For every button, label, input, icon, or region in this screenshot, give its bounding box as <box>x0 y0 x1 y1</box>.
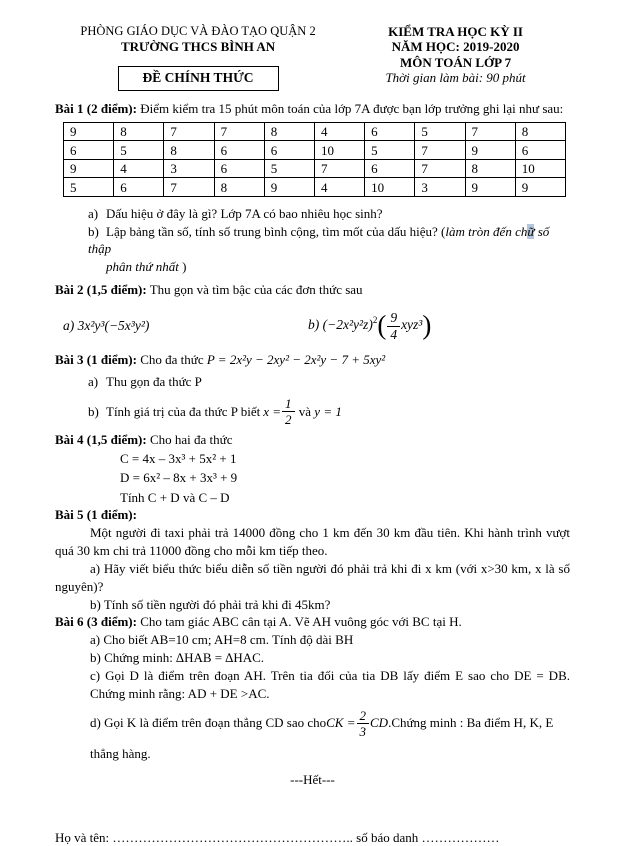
bai3-item-a <box>88 373 570 391</box>
fraction-9-4 <box>387 311 400 341</box>
fraction-numerator: 2 <box>359 707 366 723</box>
bai1-note-close: ) <box>178 258 187 274</box>
table-cell: 3 <box>164 159 214 178</box>
table-row <box>64 141 566 160</box>
bai6-item-c: c) Gọi D là điểm trên đoạn AH. Trên tia đối của tia DB lấy điểm E sao cho DE = DB. Chứng minh rằng: AD + DE >AC. <box>90 667 570 701</box>
score-table-body <box>64 122 566 196</box>
open-paren: ( <box>377 309 387 340</box>
table-cell: 6 <box>214 159 264 178</box>
school-year: NĂM HỌC: 2019-2020 <box>391 39 520 55</box>
official-exam-box <box>118 66 279 91</box>
table-cell: 10 <box>365 178 415 197</box>
bai4-equations <box>120 449 570 508</box>
bai5-heading <box>55 507 570 524</box>
table-cell: 6 <box>515 141 565 160</box>
table-cell: 7 <box>415 159 465 178</box>
bai2-expr-b <box>308 311 431 341</box>
table-cell: 8 <box>214 178 264 197</box>
bai1-label: Bài 1 (2 điểm): <box>55 101 137 116</box>
bai1-note-part3: phân thứ nhất <box>106 258 179 274</box>
official-exam-label: ĐỀ CHÍNH THỨC <box>142 70 254 85</box>
table-cell: 8 <box>465 159 515 178</box>
bai2-heading <box>55 282 570 299</box>
table-cell: 10 <box>314 141 364 160</box>
table-cell: 9 <box>64 159 114 178</box>
table-cell: 10 <box>515 159 565 178</box>
table-cell: 9 <box>264 178 314 197</box>
bai3-item-a-text: Thu gọn đa thức P <box>106 374 202 390</box>
bai5-paragraph: Một người đi taxi phải trả 14000 đồng cho 1 km đến 30 km đầu tiên. Khi hành trình vượt quá 30 km chi trả 11000 đồng cho mỗi km tiếp theo. <box>55 525 570 559</box>
table-row <box>64 178 566 197</box>
x-equals: x = <box>263 403 282 419</box>
bai6-heading <box>55 614 570 631</box>
polynomial-p: P = 2x²y − 2xy² − 2x²y − 7 + 5xy² <box>206 352 386 368</box>
item-label: a) <box>88 205 99 221</box>
table-cell: 5 <box>365 141 415 160</box>
table-cell: 5 <box>264 159 314 178</box>
table-cell: 7 <box>415 141 465 160</box>
close-paren: ) <box>422 309 432 340</box>
table-cell: 8 <box>515 122 565 141</box>
table-cell: 9 <box>515 178 565 197</box>
table-row <box>64 159 566 178</box>
bai6-label: Bài 6 (3 điểm): <box>55 614 137 629</box>
table-cell: 9 <box>64 122 114 141</box>
table-cell: 6 <box>264 141 314 160</box>
bai6-item-d <box>90 709 570 738</box>
fraction-denominator: 3 <box>357 723 370 738</box>
monomial-b-exponent: 2 <box>372 315 378 326</box>
table-cell: 5 <box>64 178 114 197</box>
fraction-1-2 <box>282 397 295 426</box>
table-row <box>64 122 566 141</box>
bai1-item-a <box>88 205 570 223</box>
table-cell: 4 <box>114 159 164 178</box>
item-label: a) <box>88 374 99 390</box>
bai2-expressions <box>63 306 570 346</box>
bai1-item-b <box>88 223 570 276</box>
item-label: b) <box>308 317 320 333</box>
highlighted-char: ữ <box>527 223 535 239</box>
fraction-2-3 <box>357 709 370 738</box>
table-cell: 6 <box>114 178 164 197</box>
table-cell: 9 <box>465 141 515 160</box>
bai2-expr-a <box>63 318 308 334</box>
fraction-denominator: 4 <box>387 326 400 342</box>
table-cell: 6 <box>64 141 114 160</box>
score-table <box>63 122 566 197</box>
bai6-intro: Cho tam giác ABC cân tại A. Vẽ AH vuông góc với BC tại H. <box>136 614 462 629</box>
department-name: PHÒNG GIÁO DỤC VÀ ĐÀO TẠO QUẬN 2 <box>80 24 316 38</box>
bai5-item-b: b) Tính số tiền người đó phải trả khi đi 45km? <box>90 597 331 613</box>
table-cell: 4 <box>314 178 364 197</box>
bai4-heading <box>55 432 570 449</box>
bai3-label: Bài 3 (1 điểm): <box>55 352 137 368</box>
subject-name: MÔN TOÁN LỚP 7 <box>399 54 512 70</box>
bai3-item-b <box>88 397 570 426</box>
table-cell: 8 <box>264 122 314 141</box>
table-cell: 3 <box>415 178 465 197</box>
ck-equals: CK = <box>326 715 356 731</box>
bai6-item-b: b) Chứng minh: ∆HAB = ∆HAC. <box>90 649 265 665</box>
item-label: b) <box>88 403 99 419</box>
table-cell: 8 <box>114 122 164 141</box>
bai1-item-a-text: Dấu hiệu ở đây là gì? Lớp 7A có bao nhiêu học sinh? <box>106 205 383 221</box>
bai5-item-a: a) Hãy viết biểu thức biểu diễn số tiền người đó phải trả khi đi x km (với x>30 km, x là số nguyên)? <box>55 561 570 595</box>
monomial-b-tail: xyz³ <box>401 317 423 333</box>
equation-d: D = 6x² – 8x + 3x³ + 9 <box>120 470 238 486</box>
exam-title: KIỂM TRA HỌC KỲ II <box>388 24 523 39</box>
bai6-item-d-post: .Chứng minh : Ba điểm H, K, E <box>388 715 554 731</box>
fraction-numerator: 9 <box>390 310 398 326</box>
table-cell: 7 <box>314 159 364 178</box>
bai1-intro: Điểm kiểm tra 15 phút môn toán của lớp 7A được bạn lớp trưởng ghi lại như sau: <box>136 101 564 116</box>
bai1-heading <box>55 101 570 118</box>
equation-task: Tính C + D và C – D <box>120 489 230 505</box>
table-cell: 7 <box>164 178 214 197</box>
bai6-item-a: a) Cho biết AB=10 cm; AH=8 cm. Tính độ dài BH <box>90 631 354 647</box>
bai1-note-part1: làm tròn đến ch <box>445 223 528 239</box>
cd-segment: CD <box>370 715 389 731</box>
table-cell: 6 <box>365 159 415 178</box>
bai4-label: Bài 4 (1,5 điểm): <box>55 432 147 448</box>
bai2-intro: Thu gọn và tìm bậc của các đơn thức sau <box>146 281 363 297</box>
bai3-heading <box>55 352 570 369</box>
item-label: a) <box>63 318 75 334</box>
table-cell: 5 <box>415 122 465 141</box>
bai4-intro: Cho hai đa thức <box>146 432 233 448</box>
page-header <box>55 24 570 91</box>
table-cell: 5 <box>114 141 164 160</box>
header-right <box>341 24 570 91</box>
fraction-numerator: 1 <box>285 396 292 412</box>
table-cell: 7 <box>465 122 515 141</box>
school-name: TRƯỜNG THCS BÌNH AN <box>120 39 276 54</box>
bai3-intro: Cho đa thức <box>136 352 207 368</box>
y-equals-1: y = 1 <box>314 403 342 419</box>
end-marker: ---Hết--- <box>290 771 335 787</box>
table-cell: 7 <box>214 122 264 141</box>
table-cell: 4 <box>314 122 364 141</box>
exam-duration: Thời gian làm bài: 90 phút <box>385 69 526 85</box>
table-cell: 7 <box>164 122 214 141</box>
monomial-b-base: (−2x²y²z) <box>322 317 373 333</box>
bai1-item-b-text: Lập bảng tần số, tính số trung bình cộng, tìm mốt của dấu hiệu? ( <box>106 223 446 239</box>
table-cell: 6 <box>365 122 415 141</box>
bai6-item-d-pre: d) Gọi K là điểm trên đoạn thẳng CD sao cho <box>90 715 327 731</box>
bai1-note-part2: số thập <box>88 223 550 257</box>
bai6-item-d-last: thẳng hàng. <box>90 745 151 761</box>
table-cell: 9 <box>465 178 515 197</box>
bai5-label: Bài 5 (1 điểm): <box>55 507 137 523</box>
name-line: Họ và tên: ……………………………………………….. số báo danh ……………… <box>55 829 500 845</box>
bai2-label: Bài 2 (1,5 điểm): <box>55 281 147 297</box>
and-word: và <box>295 403 315 419</box>
equation-c: C = 4x – 3x³ + 5x² + 1 <box>120 450 237 466</box>
table-cell: 8 <box>164 141 214 160</box>
table-cell: 6 <box>214 141 264 160</box>
fraction-denominator: 2 <box>282 411 295 426</box>
bai3-item-b-pre: Tính giá trị của đa thức P biết <box>106 403 261 419</box>
monomial-a: 3x²y³(−5x³y²) <box>77 318 150 334</box>
header-left <box>55 24 341 91</box>
item-label: b) <box>88 223 99 239</box>
